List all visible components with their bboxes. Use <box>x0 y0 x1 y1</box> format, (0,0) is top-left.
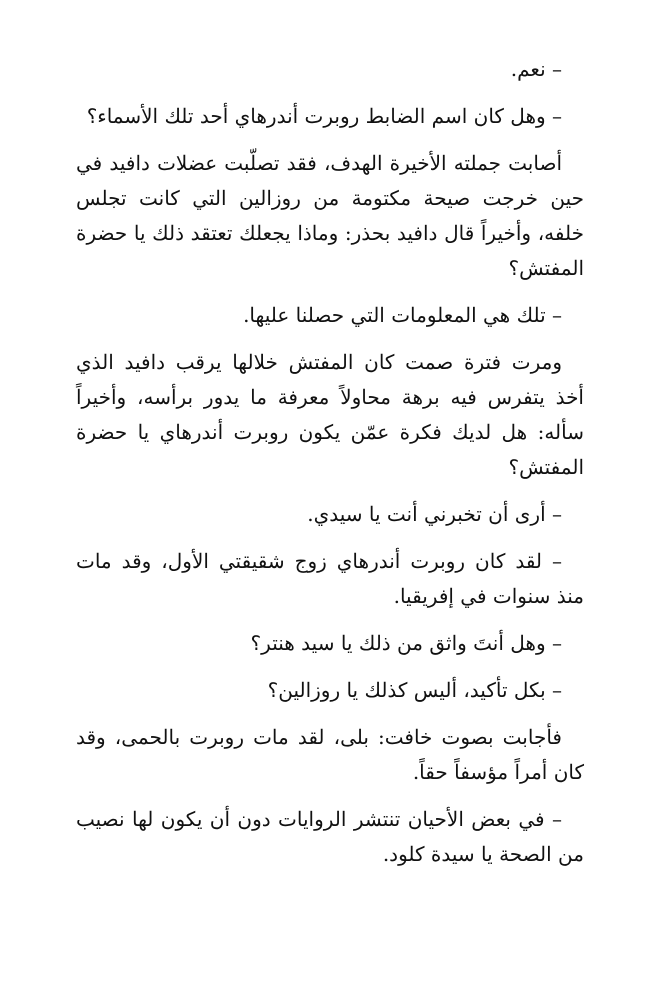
paragraph-7: – لقد كان روبرت أندرهاي زوج شقيقتي الأول، وقد مات منذ سنوات في إفريقيا. <box>76 549 584 608</box>
paragraph-1: – نعم. <box>510 57 562 81</box>
paragraph-3: أصابت جملته الأخيرة الهدف، فقد تصلّبت عضلات دافيد في حين خرجت صيحة مكتومة من روزالين التي كانت تجلس خلفه، وأخيراً قال دافيد بحذر: وماذا يجعلك تعتقد ذلك يا حضرة المفتش؟ <box>76 151 584 280</box>
paragraph-2: – وهل كان اسم الضابط روبرت أندرهاي أحد تلك الأسماء؟ <box>86 104 562 128</box>
paragraph-8: – وهل أنتَ واثق من ذلك يا سيد هنتر؟ <box>250 631 562 655</box>
paragraph-10: فأجابت بصوت خافت: بلى، لقد مات روبرت بالحمى، وقد كان أمراً مؤسفاً حقاً. <box>76 725 584 784</box>
paragraph-9: – بكل تأكيد، أليس كذلك يا روزالين؟ <box>267 678 562 702</box>
book-page <box>76 52 584 884</box>
paragraph-5: ومرت فترة صمت كان المفتش خلالها يرقب دافيد الذي أخذ يتفرس فيه برهة محاولاً معرفة ما يدور برأسه، وأخيراً سأله: هل لديك فكرة عمّن يكون روبرت أندرهاي يا حضرة المفتش؟ <box>76 350 584 479</box>
paragraph-11: – في بعض الأحيان تنتشر الروايات دون أن يكون لها نصيب من الصحة يا سيدة كلود. <box>76 807 584 866</box>
paragraph-6: – أرى أن تخبرني أنت يا سيدي. <box>307 502 562 526</box>
paragraph-4: – تلك هي المعلومات التي حصلنا عليها. <box>243 303 562 327</box>
